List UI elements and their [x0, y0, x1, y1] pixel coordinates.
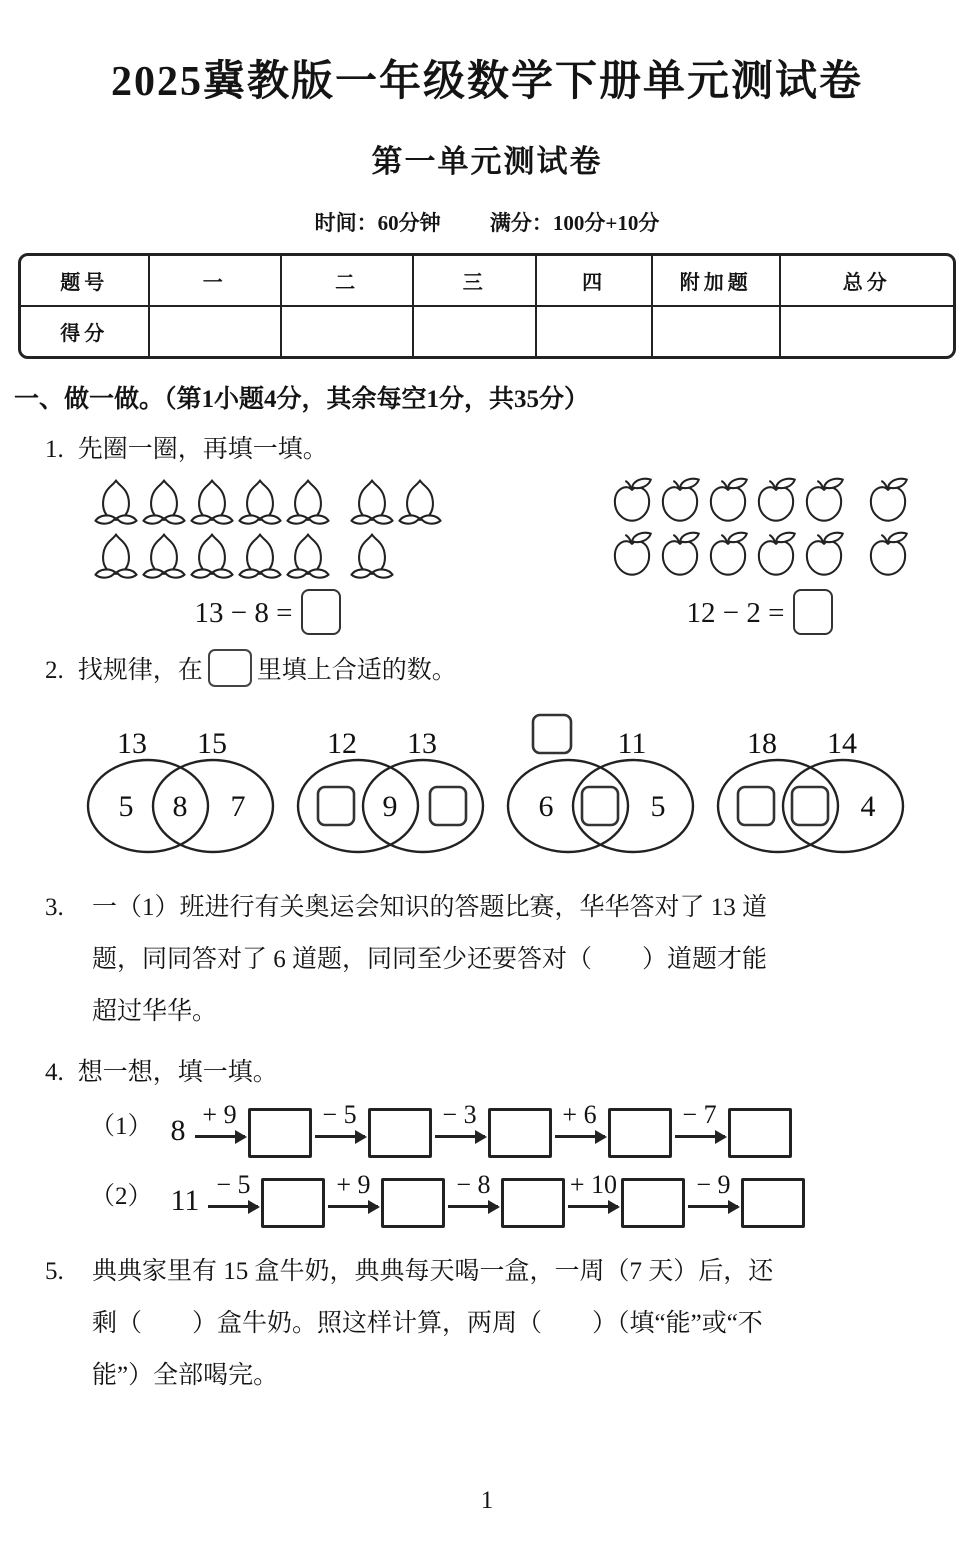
chain-step	[435, 1102, 485, 1158]
operation-label: − 9	[696, 1170, 731, 1199]
venn-diagram-svg	[714, 707, 906, 859]
apple-group	[608, 477, 912, 635]
venn-number: 4	[860, 790, 876, 823]
question-number: 1.	[45, 436, 64, 463]
page-number: 1	[480, 1487, 494, 1514]
question-number: 3.	[45, 894, 64, 921]
operation-label: − 3	[442, 1100, 477, 1129]
venn-diagram	[504, 707, 696, 864]
venn-circle-left	[298, 760, 418, 852]
peach-icon	[396, 477, 444, 525]
arrow-right-icon	[568, 1205, 618, 1208]
arrow-right-icon	[435, 1135, 485, 1138]
operation-label: − 5	[216, 1170, 251, 1199]
apple-icon	[704, 531, 752, 579]
peach-equation	[92, 589, 444, 635]
venn-diagram-svg	[294, 707, 486, 859]
chain-step	[195, 1102, 245, 1158]
answer-box	[318, 787, 354, 825]
answer-box	[381, 1178, 445, 1228]
peach-icon	[348, 531, 396, 579]
peach-icon	[92, 477, 140, 525]
answer-box	[608, 1108, 672, 1158]
fruit-row	[92, 477, 444, 525]
fruit-row	[608, 477, 912, 525]
operation-label: − 7	[682, 1100, 717, 1129]
peach-icon	[188, 531, 236, 579]
venn-diagram-svg	[84, 707, 276, 859]
unit-title: 第一单元测试卷	[371, 144, 603, 179]
question-text: 里填上合适的数。	[256, 657, 457, 684]
answer-box	[368, 1108, 432, 1158]
peach-icon	[188, 477, 236, 525]
venn-number: 6	[538, 790, 554, 823]
venn-number: 9	[382, 790, 398, 823]
operation-label: + 9	[336, 1170, 371, 1199]
score-row-label: 得分	[21, 307, 150, 356]
question-text	[45, 882, 934, 1038]
peach-icon	[140, 531, 188, 579]
question-text: 先圈一圈，再填一填。	[77, 436, 328, 463]
number-chain-2	[90, 1172, 974, 1228]
apple-icon	[704, 477, 752, 525]
apple-equation	[608, 589, 912, 635]
chain-step	[688, 1172, 738, 1228]
apple-icon	[656, 531, 704, 579]
venn-circle-right	[153, 760, 273, 852]
answer-box	[621, 1178, 685, 1228]
venn-number: 15	[197, 727, 227, 760]
venn-number: 18	[747, 727, 777, 760]
answer-box	[741, 1178, 805, 1228]
answer-box	[261, 1178, 325, 1228]
arrow-right-icon	[195, 1135, 245, 1138]
chain-step	[675, 1102, 725, 1158]
page-title: 2025冀教版一年级数学下册单元测试卷	[110, 59, 863, 105]
chain-steps	[205, 1172, 805, 1228]
arrow-right-icon	[328, 1205, 378, 1208]
apple-icon	[752, 477, 800, 525]
text-line: 一（1）班进行有关奥运会知识的答题比赛，华华答对了 13 道	[92, 894, 768, 921]
peach-icon	[348, 477, 396, 525]
arrow-right-icon	[315, 1135, 365, 1138]
score-table-header-cell: 附加题	[653, 256, 781, 307]
venn-number: 8	[172, 790, 188, 823]
full-score-info: 满分：100分+10分	[489, 211, 660, 235]
question-text: 找规律，在	[77, 657, 203, 684]
answer-box	[488, 1108, 552, 1158]
question-3	[45, 882, 934, 1038]
venn-circle-left	[88, 760, 208, 852]
score-table-header-cell: 二	[282, 256, 414, 307]
chain-start-number: 8	[170, 1114, 186, 1147]
question-number: 2.	[45, 657, 64, 684]
chain-step	[555, 1102, 605, 1158]
peach-icon	[284, 531, 332, 579]
chain-step	[315, 1102, 365, 1158]
question-text	[45, 1246, 934, 1402]
apple-icon	[800, 531, 848, 579]
chain-start-number: 11	[170, 1184, 200, 1217]
text-line: 超过华华。	[92, 998, 218, 1025]
question-1-figures	[0, 465, 974, 635]
venn-number: 13	[407, 727, 437, 760]
chain-step	[208, 1172, 258, 1228]
question-number: 5.	[45, 1258, 64, 1285]
score-table-header-cell: 四	[537, 256, 653, 307]
text-line: 剩（ ）盒牛奶。照这样计算，两周（ ）（填“能”或“不	[92, 1310, 763, 1337]
apple-icon	[864, 531, 912, 579]
score-table-header-cell: 三	[414, 256, 537, 307]
answer-box	[208, 649, 252, 687]
apple-rows	[608, 477, 912, 579]
question-5	[45, 1246, 934, 1402]
apple-icon	[608, 531, 656, 579]
chain-step	[448, 1172, 498, 1228]
peach-icon	[284, 477, 332, 525]
score-input-cell	[150, 307, 282, 356]
text-line: 题，同同答对了 6 道题，同同至少还要答对（ ）道题才能	[92, 946, 768, 973]
answer-box	[501, 1178, 565, 1228]
answer-box	[430, 787, 466, 825]
answer-box	[301, 589, 341, 635]
arrow-right-icon	[208, 1205, 258, 1208]
text-line: 能”）全部喝完。	[92, 1362, 279, 1389]
peach-icon	[236, 531, 284, 579]
answer-box	[248, 1108, 312, 1158]
score-input-cell	[537, 307, 653, 356]
operation-label: + 6	[562, 1100, 597, 1129]
score-input-cell	[653, 307, 781, 356]
question-number: 4.	[45, 1059, 64, 1086]
section-heading-note: （第1小题4分，其余每空1分，共35分）	[164, 386, 590, 413]
operation-label: − 8	[456, 1170, 491, 1199]
answer-box	[728, 1108, 792, 1158]
chain-step	[328, 1172, 378, 1228]
question-text: 想一想，填一填。	[77, 1059, 278, 1086]
venn-number: 13	[117, 727, 147, 760]
chain-steps	[192, 1102, 792, 1158]
section-heading-main: 一、做一做。	[14, 386, 165, 413]
arrow-right-icon	[675, 1135, 725, 1138]
venn-number: 14	[827, 727, 857, 760]
chain-label: （2）	[90, 1183, 153, 1210]
venn-diagram	[294, 707, 486, 864]
score-table	[18, 253, 956, 359]
answer-box	[793, 589, 833, 635]
venn-number: 5	[650, 790, 666, 823]
arrow-right-icon	[555, 1135, 605, 1138]
arrow-right-icon	[688, 1205, 738, 1208]
fruit-row	[92, 531, 444, 579]
chain-label: （1）	[90, 1113, 153, 1140]
number-chain-1	[90, 1102, 974, 1158]
apple-icon	[608, 477, 656, 525]
equation-text: 13 − 8 =	[194, 597, 293, 629]
venn-number: 12	[327, 727, 357, 760]
exam-info	[0, 207, 974, 237]
section-one-heading	[14, 379, 974, 415]
venn-diagram-svg	[504, 707, 696, 859]
score-input-cell	[781, 307, 953, 356]
answer-box	[792, 787, 828, 825]
apple-icon	[656, 477, 704, 525]
chain-step	[568, 1172, 618, 1228]
venn-diagram	[714, 707, 906, 864]
equation-text: 12 − 2 =	[686, 597, 785, 629]
apple-icon	[864, 477, 912, 525]
question-2-text	[45, 649, 974, 687]
venn-number: 11	[617, 727, 647, 760]
question-4-text	[45, 1052, 974, 1088]
answer-box	[738, 787, 774, 825]
venn-number: 5	[118, 790, 134, 823]
operation-label: − 5	[322, 1100, 357, 1129]
apple-icon	[800, 477, 848, 525]
question-1-text	[45, 429, 974, 465]
text-line: 典典家里有 15 盒牛奶，典典每天喝一盒，一周（7 天）后，还	[92, 1258, 774, 1285]
score-table-header-cell: 题号	[21, 256, 150, 307]
peach-icon	[140, 477, 188, 525]
operation-label: + 9	[202, 1100, 237, 1129]
venn-diagram-row	[84, 707, 974, 864]
apple-icon	[752, 531, 800, 579]
operation-label: + 10	[569, 1170, 617, 1199]
time-info: 时间：60分钟	[314, 211, 441, 235]
answer-box	[582, 787, 618, 825]
peach-group	[92, 477, 444, 635]
fruit-row	[608, 531, 912, 579]
score-input-cell	[282, 307, 414, 356]
answer-box	[533, 715, 571, 753]
venn-number: 7	[230, 790, 246, 823]
arrow-right-icon	[448, 1205, 498, 1208]
score-input-cell	[414, 307, 537, 356]
peach-icon	[92, 531, 140, 579]
peach-rows	[92, 477, 444, 579]
peach-icon	[236, 477, 284, 525]
score-table-header-cell: 一	[150, 256, 282, 307]
score-table-header-cell: 总分	[781, 256, 953, 307]
venn-diagram	[84, 707, 276, 864]
